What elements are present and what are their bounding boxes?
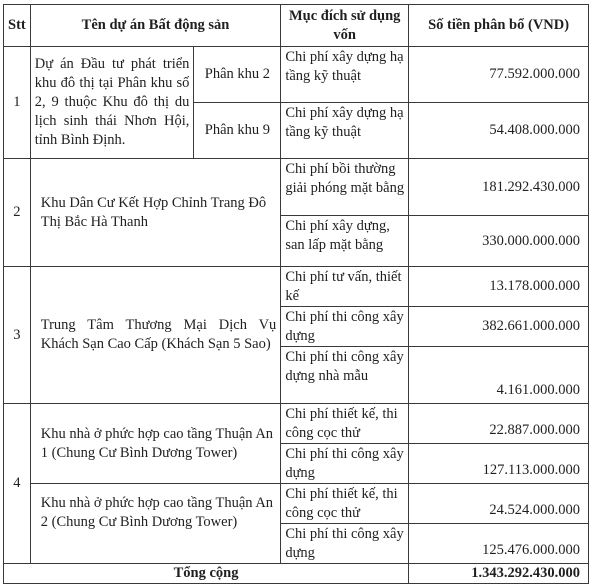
header-stt: Stt xyxy=(4,5,31,47)
stt-cell: 1 xyxy=(4,47,31,159)
amount-cell: 382.661.000.000 xyxy=(409,307,589,347)
total-label: Tổng cộng xyxy=(4,564,409,584)
project-name-cell: Khu nhà ở phức hợp cao tầng Thuận An 2 (Chung Cư Bình Dương Tower) xyxy=(30,484,281,564)
purpose-cell: Chi phí xây dựng hạ tầng kỹ thuật xyxy=(281,103,409,159)
amount-cell: 181.292.430.000 xyxy=(409,159,589,216)
amount-cell: 13.178.000.000 xyxy=(409,267,589,307)
amount-cell: 4.161.000.000 xyxy=(409,347,589,404)
amount-cell: 24.524.000.000 xyxy=(409,484,589,524)
amount-cell: 125.476.000.000 xyxy=(409,524,589,564)
total-amount: 1.343.292.430.000 xyxy=(409,564,589,584)
table-row xyxy=(4,484,589,524)
amount-cell: 54.408.000.000 xyxy=(409,103,589,159)
table-row xyxy=(4,47,589,103)
amount-cell: 22.887.000.000 xyxy=(409,404,589,444)
project-name-cell: Dự án Đầu tư phát triển khu đô thị tại Phân khu số 2, 9 thuộc Khu đô thị du lịch sinh thái Nhơn Hội, tỉnh Bình Định. xyxy=(30,47,194,159)
purpose-cell: Chi phí xây dựng hạ tầng kỹ thuật xyxy=(281,47,409,103)
stt-cell: 4 xyxy=(4,404,31,564)
table-row xyxy=(4,267,589,307)
purpose-cell: Chi phí xây dựng, san lấp mặt bằng xyxy=(281,216,409,267)
project-name-cell: Khu Dân Cư Kết Hợp Chỉnh Trang Đô Thị Bắc Hà Thanh xyxy=(30,159,281,267)
amount-cell: 77.592.000.000 xyxy=(409,47,589,103)
purpose-cell: Chi phí thi công xây dựng xyxy=(281,307,409,347)
purpose-cell: Chi phí thiết kế, thi công cọc thử xyxy=(281,404,409,444)
table-row xyxy=(4,159,589,216)
project-name-cell: Trung Tâm Thương Mại Dịch Vụ Khách Sạn Cao Cấp (Khách Sạn 5 Sao) xyxy=(30,267,281,404)
header-project-name: Tên dự án Bất động sản xyxy=(30,5,281,47)
table-row xyxy=(4,404,589,444)
stt-cell: 3 xyxy=(4,267,31,404)
stt-cell: 2 xyxy=(4,159,31,267)
header-amount: Số tiền phân bổ (VND) xyxy=(409,5,589,47)
project-name-cell: Khu nhà ở phức hợp cao tầng Thuận An 1 (Chung Cư Bình Dương Tower) xyxy=(30,404,281,484)
amount-cell: 330.000.000.000 xyxy=(409,216,589,267)
purpose-cell: Chi phí thi công xây dựng xyxy=(281,524,409,564)
purpose-cell: Chi phí bồi thường giải phóng mặt bằng xyxy=(281,159,409,216)
purpose-cell: Chi phí thi công xây dựng xyxy=(281,444,409,484)
amount-cell: 127.113.000.000 xyxy=(409,444,589,484)
header-purpose: Mục đích sử dụng vốn xyxy=(281,5,409,47)
total-row xyxy=(4,564,589,584)
purpose-cell: Chi phí thi công xây dựng nhà mẫu xyxy=(281,347,409,404)
purpose-cell: Chi phí thiết kế, thi công cọc thử xyxy=(281,484,409,524)
capital-allocation-table xyxy=(3,4,589,584)
header-row xyxy=(4,5,589,47)
sub-zone-cell: Phân khu 2 xyxy=(194,47,281,103)
purpose-cell: Chi phí tư vấn, thiết kế xyxy=(281,267,409,307)
sub-zone-cell: Phân khu 9 xyxy=(194,103,281,159)
